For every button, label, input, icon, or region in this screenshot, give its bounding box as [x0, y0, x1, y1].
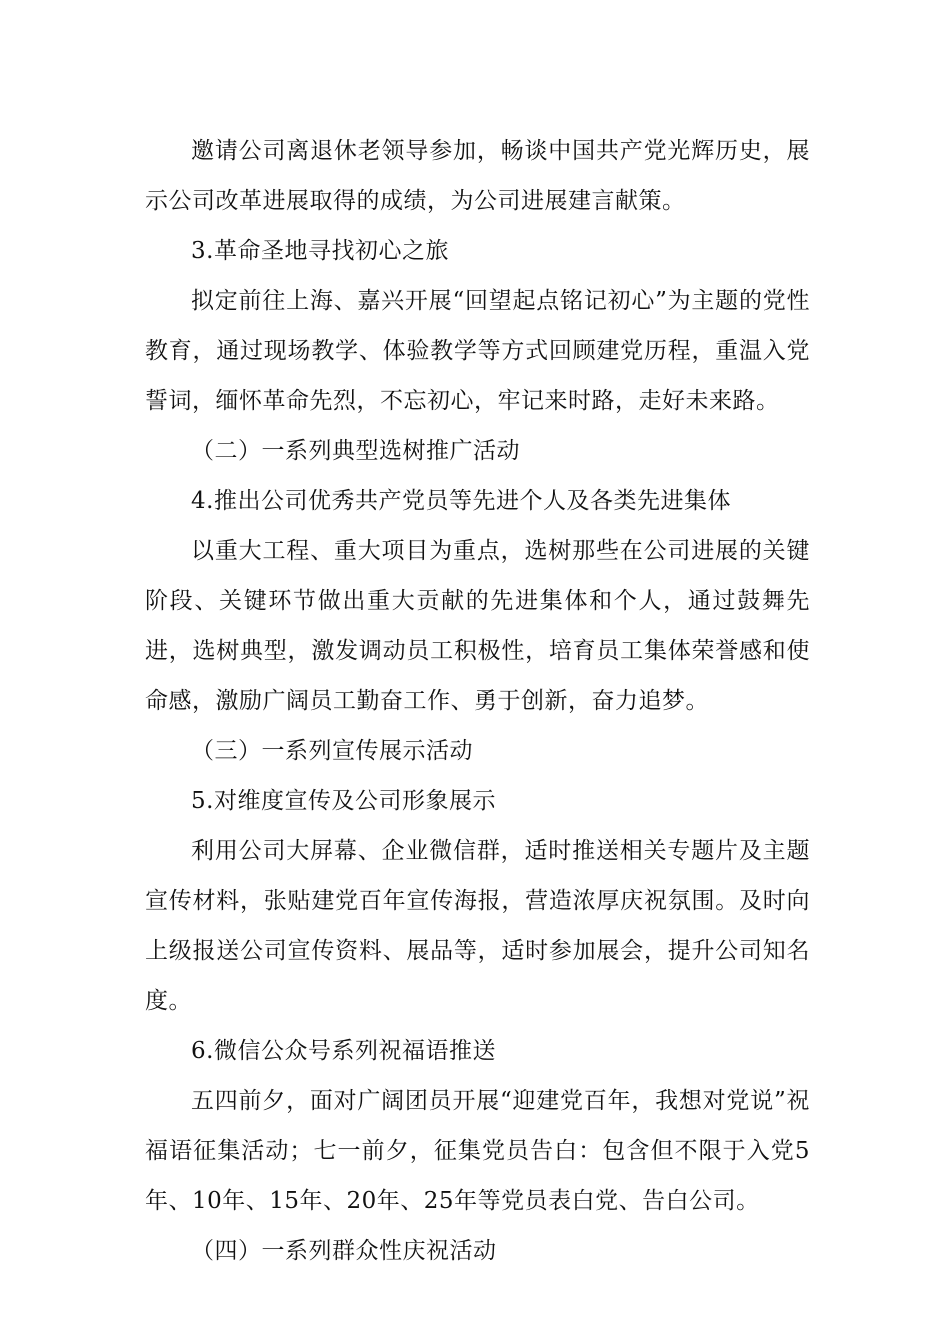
section-heading-3: （三）一系列宣传展示活动	[191, 738, 473, 764]
section-heading-2: （二）一系列典型选树推广活动	[191, 438, 520, 464]
document-body	[145, 126, 810, 1276]
paragraph-shanghai-jiaxing: 拟定前往上海、嘉兴开展“回望起点铭记初心”为主题的党性教育，通过现场教学、体验教学等方式回顾建党历程，重温入党誓词，缅怀革命先烈，不忘初心，牢记来时路，走好未来路。	[145, 288, 810, 414]
heading-4-outstanding-members: 4.推出公司优秀共产党员等先进个人及各类先进集体	[191, 488, 731, 514]
paragraph-may-fourth: 五四前夕，面对广阔团员开展“迎建党百年，我想对党说”祝福语征集活动；七一前夕，征集党员告白：包含但不限于入党5年、10年、15年、20年、25年等党员表白党、告白公司。	[145, 1088, 810, 1214]
paragraph-invite-retirees: 邀请公司离退休老领导参加，畅谈中国共产党光辉历史，展示公司改革进展取得的成绩，为公司进展建言献策。	[145, 138, 810, 214]
heading-5-publicity: 5.对维度宣传及公司形象展示	[191, 788, 496, 814]
section-heading-4: （四）一系列群众性庆祝活动	[191, 1238, 497, 1264]
heading-3-revolutionary-journey: 3.革命圣地寻找初心之旅	[191, 238, 449, 264]
heading-6-wechat: 6.微信公众号系列祝福语推送	[191, 1038, 496, 1064]
paragraph-big-screen: 利用公司大屏幕、企业微信群，适时推送相关专题片及主题宣传材料，张贴建党百年宣传海报，营造浓厚庆祝氛围。及时向上级报送公司宣传资料、展品等，适时参加展会，提升公司知名度。	[145, 838, 810, 1014]
paragraph-major-projects: 以重大工程、重大项目为重点，选树那些在公司进展的关键阶段、关键环节做出重大贡献的先进集体和个人，通过鼓舞先进，选树典型，激发调动员工积极性，培育员工集体荣誉感和使命感，激励广阔员工勤奋工作、勇于创新，奋力追梦。	[145, 538, 810, 714]
